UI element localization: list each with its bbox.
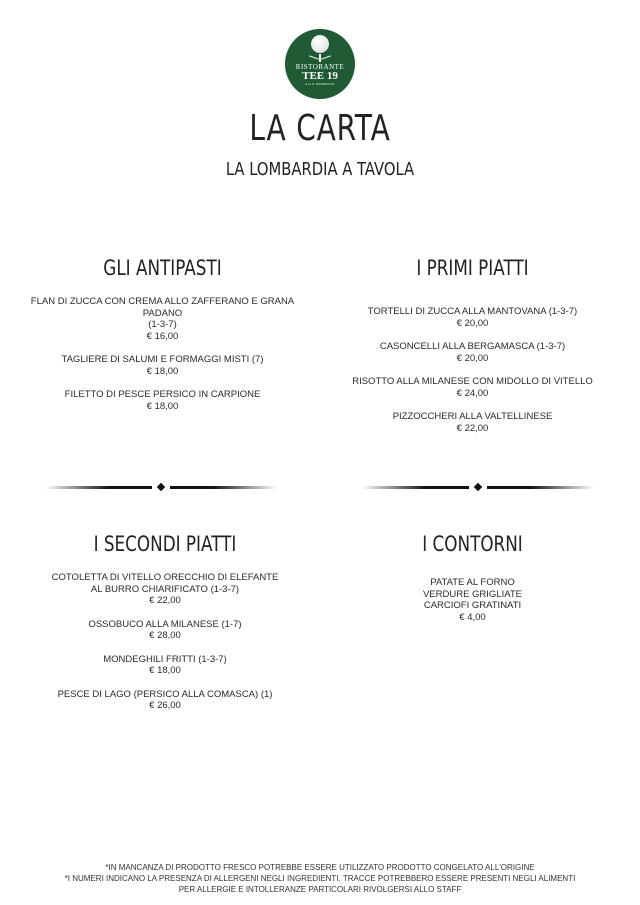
section-title: I CONTORNI <box>422 532 523 556</box>
menu-item <box>330 411 615 434</box>
menu-item <box>15 389 310 412</box>
section-contorni <box>330 532 615 635</box>
page-title: LA CARTA <box>249 108 391 149</box>
menu-item <box>330 376 615 399</box>
section-primi <box>330 256 615 446</box>
side-dish-name: PATATE AL FORNO <box>430 577 515 588</box>
footer-notes <box>0 862 640 895</box>
menu-item <box>15 354 310 377</box>
dish-name: FLAN DI ZUCCA CON CREMA ALLO ZAFFERANO E GRANA PADANO <box>30 296 295 319</box>
footer-note-allergens: *I NUMERI INDICANO LA PRESENZA DI ALLERGENI NEGLI INGREDIENTI. TRACCE POTREBBERO ESSERE PRESENTI NEGLI ALIMENTI <box>64 874 576 883</box>
restaurant-logo <box>285 29 355 99</box>
diamond-ornament-icon <box>157 483 165 491</box>
dish-name-line2: AL BURRO CHIARIFICATO (1-3-7) <box>90 583 240 595</box>
dish-name: OSSOBUCO ALLA MILANESE (1-7) <box>88 618 242 630</box>
dish-price: € 26,00 <box>149 700 181 711</box>
dish-price: € 20,00 <box>456 352 489 364</box>
section-title: GLI ANTIPASTI <box>103 256 222 280</box>
dish-price: € 18,00 <box>149 665 181 676</box>
side-dish-price: € 4,00 <box>459 611 486 623</box>
dish-price: € 28,00 <box>149 630 181 641</box>
menu-item <box>15 296 310 342</box>
dish-price: € 20,00 <box>456 317 489 329</box>
dish-price: € 16,00 <box>146 330 179 342</box>
section-antipasti <box>15 256 310 424</box>
logo-text-name: TEE 19 <box>302 70 338 82</box>
dish-price: € 18,00 <box>146 400 179 412</box>
dish-name: CASONCELLI ALLA BERGAMASCA (1-3-7) <box>379 341 566 352</box>
ornamental-divider-left <box>45 482 277 492</box>
side-dish-name: VERDURE GRIGLIATE <box>422 588 523 600</box>
dish-name: RISOTTO ALLA MILANESE CON MIDOLLO DI VITELLO <box>352 376 593 387</box>
dish-name: PIZZOCCHERI ALLA VALTELLINESE <box>392 411 553 422</box>
menu-item <box>330 341 615 364</box>
menu-item <box>330 306 615 329</box>
dish-allergens: (1-3-7) <box>148 319 177 330</box>
section-secondi <box>15 532 315 724</box>
dish-price: € 22,00 <box>149 595 181 606</box>
tee-icon <box>319 54 321 62</box>
dish-price: € 24,00 <box>456 387 489 399</box>
dish-price: € 18,00 <box>146 365 179 377</box>
footer-note-frozen: *IN MANCANZA DI PRODOTTO FRESCO POTREBBE ESSERE UTILIZZATO PRODOTTO CONGELATO ALL'ORIGINE <box>105 863 535 872</box>
dish-name: FILETTO DI PESCE PERSICO IN CARPIONE <box>64 389 261 400</box>
golf-ball-icon <box>311 35 329 53</box>
side-dish-name: CARCIOFI GRATINATI <box>423 600 522 611</box>
menu-item <box>15 619 315 642</box>
menu-item <box>15 572 315 607</box>
section-title: I SECONDI PIATTI <box>93 532 237 556</box>
page-subtitle: LA LOMBARDIA A TAVOLA <box>225 159 415 180</box>
footer-note-staff: PER ALLERGIE E INTOLLERANZE PARTICOLARI RIVOLGERSI ALLO STAFF <box>178 885 462 894</box>
menu-item <box>15 654 315 677</box>
logo-text-tagline: ALLA PAPERINA <box>305 82 335 86</box>
dish-price: € 22,00 <box>456 422 489 434</box>
dish-name: COTOLETTA DI VITELLO ORECCHIO DI ELEFANTE <box>51 572 279 583</box>
ornamental-divider-right <box>362 482 594 492</box>
dish-name: MONDEGHILI FRITTI (1-3-7) <box>103 653 227 665</box>
dish-name: TORTELLI DI ZUCCA ALLA MANTOVANA (1-3-7) <box>367 306 578 317</box>
dish-name: PESCE DI LAGO (PERSICO ALLA COMASCA) (1) <box>57 688 273 700</box>
section-title: I PRIMI PIATTI <box>416 256 529 280</box>
dish-name: TAGLIERE DI SALUMI E FORMAGGI MISTI (7) <box>61 354 264 365</box>
logo-text-ristorante: RISTORANTE <box>295 63 345 71</box>
menu-item <box>15 689 315 712</box>
menu-item <box>330 577 615 623</box>
diamond-ornament-icon <box>474 483 482 491</box>
